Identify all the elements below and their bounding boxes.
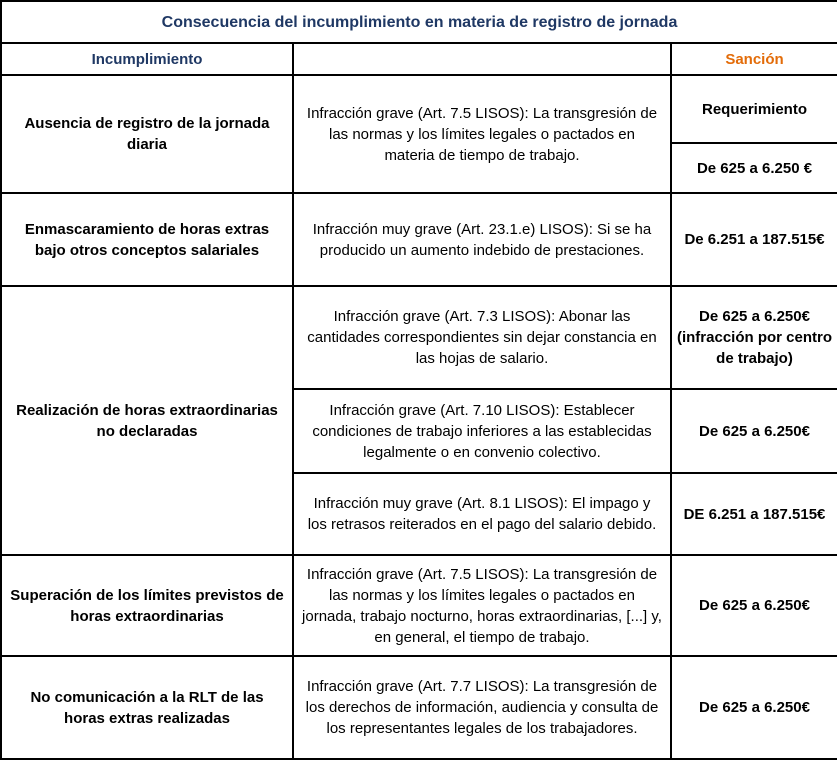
issue-cell: Realización de horas extraordinarias no declaradas [1, 286, 293, 555]
infraction-cell: Infracción grave (Art. 7.5 LISOS): La transgresión de las normas y los límites legales o pactados en jornada, trabajo nocturno, horas extraordinarias, [...] y, en general, el tiempo de trabajo. [293, 555, 671, 656]
sanction-cell: De 625 a 6.250€ [671, 555, 837, 656]
header-incumplimiento: Incumplimiento [1, 43, 293, 75]
sanction-cell: Requerimiento [671, 75, 837, 143]
infraction-cell: Infracción muy grave (Art. 8.1 LISOS): El impago y los retrasos reiterados en el pago del salario debido. [293, 473, 671, 555]
sanction-cell: De 625 a 6.250€ (infracción por centro de trabajo) [671, 286, 837, 389]
sanction-cell: De 625 a 6.250€ [671, 656, 837, 759]
issue-cell: Superación de los límites previstos de horas extraordinarias [1, 555, 293, 656]
issue-cell: Ausencia de registro de la jornada diaria [1, 75, 293, 193]
header-empty [293, 43, 671, 75]
header-sancion: Sanción [671, 43, 837, 75]
sanction-cell: De 625 a 6.250€ [671, 389, 837, 473]
table-title: Consecuencia del incumplimiento en materia de registro de jornada [1, 1, 837, 43]
sanction-cell: De 625 a 6.250 € [671, 143, 837, 193]
issue-cell: No comunicación a la RLT de las horas extras realizadas [1, 656, 293, 759]
infraction-cell: Infracción muy grave (Art. 23.1.e) LISOS): Si se ha producido un aumento indebido de prestaciones. [293, 193, 671, 286]
infraction-cell: Infracción grave (Art. 7.5 LISOS): La transgresión de las normas y los límites legales o pactados en materia de tiempo de trabajo. [293, 75, 671, 193]
issue-cell: Enmascaramiento de horas extras bajo otros conceptos salariales [1, 193, 293, 286]
infraction-cell: Infracción grave (Art. 7.10 LISOS): Establecer condiciones de trabajo inferiores a las establecidas legalmente o en convenio colectivo. [293, 389, 671, 473]
infraction-cell: Infracción grave (Art. 7.3 LISOS): Abonar las cantidades correspondientes sin dejar constancia en las hojas de salario. [293, 286, 671, 389]
infraction-cell: Infracción grave (Art. 7.7 LISOS): La transgresión de los derechos de información, audiencia y consulta de los representantes legales de los trabajadores. [293, 656, 671, 759]
sanction-cell: De 6.251 a 187.515€ [671, 193, 837, 286]
sanction-cell: DE 6.251 a 187.515€ [671, 473, 837, 555]
